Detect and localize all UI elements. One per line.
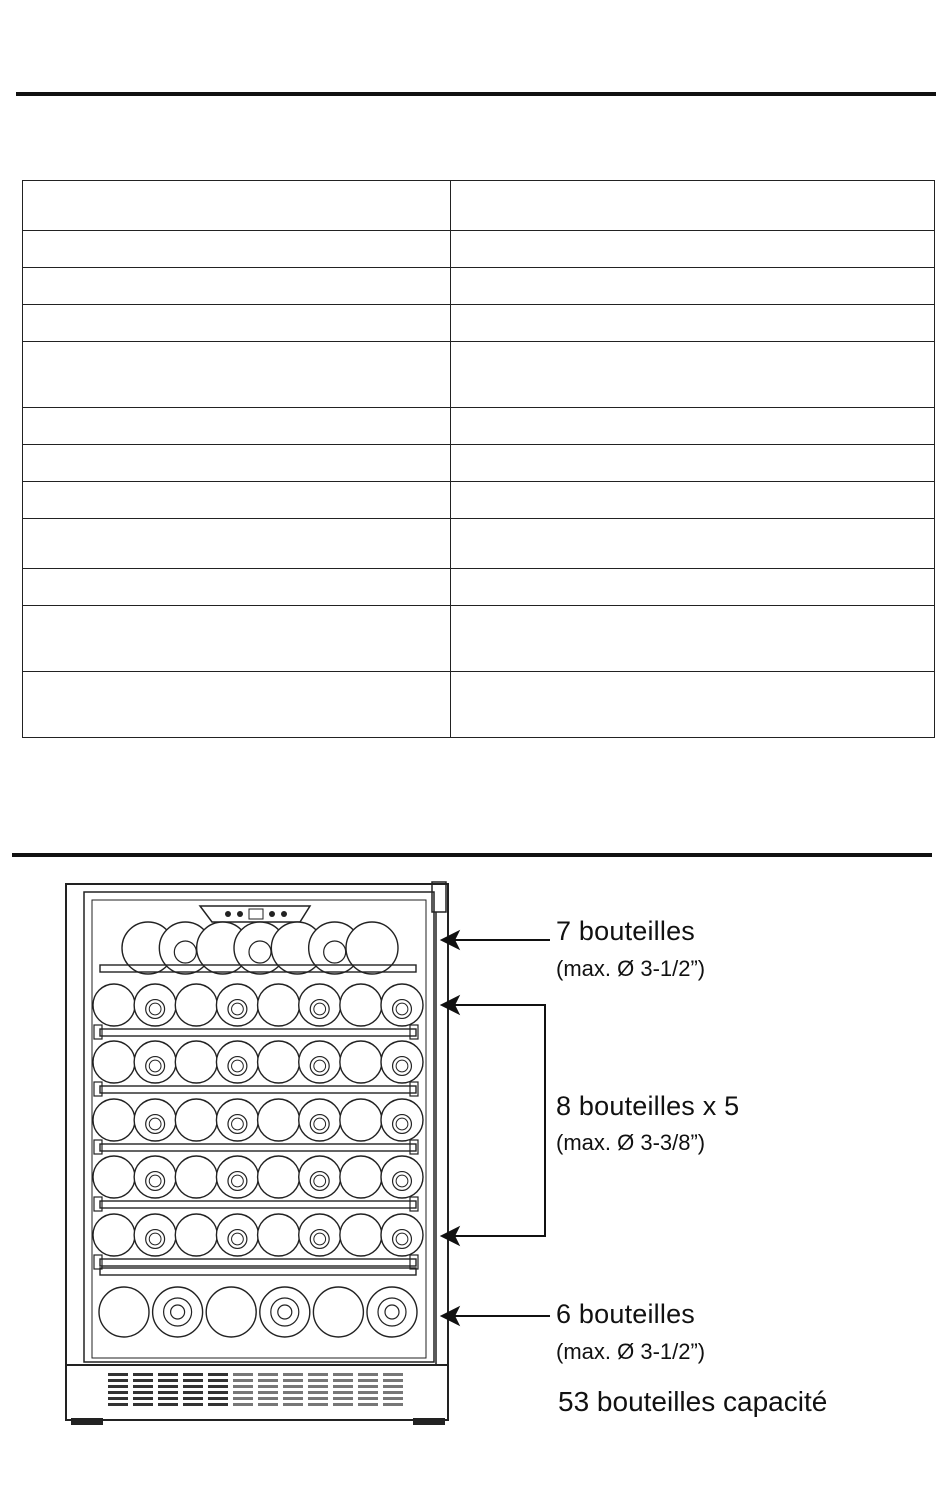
middle-shelf-rail-handle	[410, 1140, 418, 1154]
vent-slot	[183, 1403, 203, 1406]
vent-slot	[183, 1373, 203, 1376]
bottom-shelf-bottle	[206, 1287, 256, 1337]
vent-slot	[133, 1373, 153, 1376]
vent-slot	[183, 1391, 203, 1394]
bottom-shelf-bottle	[367, 1287, 417, 1337]
middle-shelf-rail-handle	[94, 1255, 102, 1269]
middle-shelf-bottle	[134, 1214, 176, 1256]
vent-slot	[233, 1373, 253, 1376]
middle-shelf-bottle	[299, 1041, 341, 1083]
control-button	[225, 911, 231, 917]
vent-slot	[208, 1373, 228, 1376]
middle-shelf-bottle	[340, 984, 382, 1026]
vent-slot	[258, 1391, 278, 1394]
middle-shelf-rail-handle	[410, 1082, 418, 1096]
middle-shelf-bottle	[299, 1214, 341, 1256]
vent-slot	[358, 1385, 378, 1388]
bottom-shelf-bottle	[313, 1287, 363, 1337]
middle-shelf-bottle	[134, 984, 176, 1026]
vent-slot	[358, 1403, 378, 1406]
vent-slot	[383, 1373, 403, 1376]
vent-slot	[133, 1391, 153, 1394]
vent-slot	[183, 1397, 203, 1400]
vent-slot	[208, 1397, 228, 1400]
middle-shelf-rail-handle	[410, 1255, 418, 1269]
vent-slot	[308, 1403, 328, 1406]
middle-shelves-note: (max. Ø 3-3/8”)	[556, 1130, 706, 1155]
middle-shelf-bottle	[175, 1041, 217, 1083]
middle-shelf-bottle	[258, 984, 300, 1026]
vent-slot	[333, 1403, 353, 1406]
middle-shelf-bottle	[258, 1214, 300, 1256]
middle-shelf-bottle	[340, 1099, 382, 1141]
callout-arrows	[442, 932, 550, 1324]
top-shelf-note: (max. Ø 3-1/2”)	[556, 956, 706, 981]
vent-slot	[158, 1403, 178, 1406]
middle-shelf-bottle	[216, 984, 258, 1026]
temperature-display	[249, 909, 263, 919]
total-capacity-label: 53 bouteilles capacité	[558, 1386, 828, 1417]
vent-slot	[383, 1379, 403, 1382]
middle-shelf-bottle	[93, 1041, 135, 1083]
vent-slot	[108, 1385, 128, 1388]
control-panel-housing	[200, 906, 310, 922]
middle-shelf-bottle	[175, 1214, 217, 1256]
vent-slot	[308, 1373, 328, 1376]
vent-slot	[208, 1385, 228, 1388]
vent-slot	[333, 1379, 353, 1382]
vent-slot	[208, 1403, 228, 1406]
vent-slot	[333, 1391, 353, 1394]
vent-slot	[258, 1403, 278, 1406]
middle-shelf-bottle	[299, 1099, 341, 1141]
vent-slots	[108, 1373, 403, 1406]
shelves	[93, 922, 423, 1337]
middle-shelf-rail-handle	[94, 1140, 102, 1154]
middle-shelf-rail-handle	[94, 1025, 102, 1039]
middle-shelf-bottle	[216, 1041, 258, 1083]
vent-slot	[283, 1403, 303, 1406]
vent-slot	[183, 1379, 203, 1382]
middle-shelf-bottle	[93, 1099, 135, 1141]
vent-slot	[108, 1391, 128, 1394]
vent-slot	[383, 1391, 403, 1394]
middle-shelf-rail-handle	[94, 1197, 102, 1211]
middle-shelf-bottle	[134, 1156, 176, 1198]
vent-slot	[158, 1385, 178, 1388]
middle-shelf-bottle	[381, 1099, 423, 1141]
vent-slot	[283, 1379, 303, 1382]
vent-slot	[208, 1391, 228, 1394]
middle-shelves-label: 8 bouteilles x 5	[556, 1091, 740, 1121]
vent-slot	[358, 1391, 378, 1394]
vent-slot	[133, 1385, 153, 1388]
vent-slot	[183, 1385, 203, 1388]
vent-slot	[333, 1397, 353, 1400]
bottom-shelf-rail	[100, 1268, 416, 1275]
middle-shelf-bottle	[258, 1041, 300, 1083]
vent-slot	[308, 1379, 328, 1382]
vent-slot	[108, 1379, 128, 1382]
bottom-shelf-bottle	[153, 1287, 203, 1337]
control-button	[281, 911, 287, 917]
vent-slot	[258, 1373, 278, 1376]
vent-slot	[158, 1379, 178, 1382]
vent-slot	[308, 1391, 328, 1394]
middle-shelf-bottle	[381, 984, 423, 1026]
middle-shelf-bottle	[340, 1156, 382, 1198]
top-shelf-label: 7 bouteilles	[556, 916, 695, 946]
middle-shelf-rail-handle	[94, 1082, 102, 1096]
middle-shelf-rail	[100, 1029, 416, 1036]
middle-shelf-bottle	[216, 1156, 258, 1198]
middle-shelf-rail-handle	[410, 1197, 418, 1211]
vent-slot	[383, 1385, 403, 1388]
middle-shelf-bottle	[93, 1214, 135, 1256]
middle-shelf-bottle	[93, 984, 135, 1026]
middle-shelf-bottle	[381, 1214, 423, 1256]
vent-slot	[308, 1397, 328, 1400]
bottom-shelf-note: (max. Ø 3-1/2”)	[556, 1339, 706, 1364]
vent-slot	[208, 1379, 228, 1382]
vent-slot	[233, 1397, 253, 1400]
middle-shelf-bottle	[216, 1214, 258, 1256]
vent-slot	[283, 1391, 303, 1394]
vent-slot	[283, 1373, 303, 1376]
middle-shelf-bottle	[299, 1156, 341, 1198]
middle-shelf-rail	[100, 1201, 416, 1208]
vent-slot	[358, 1373, 378, 1376]
middle-shelf-bottle	[258, 1099, 300, 1141]
middle-shelf-bottle	[258, 1156, 300, 1198]
vent-slot	[383, 1403, 403, 1406]
vent-slot	[108, 1403, 128, 1406]
vent-slot	[233, 1391, 253, 1394]
vent-slot	[308, 1385, 328, 1388]
bracket-middle-shelves	[448, 1005, 545, 1236]
control-button	[269, 911, 275, 917]
vent-slot	[233, 1379, 253, 1382]
control-button	[237, 911, 243, 917]
middle-shelf-bottle	[381, 1156, 423, 1198]
foot-right	[414, 1419, 444, 1424]
vent-slot	[258, 1385, 278, 1388]
vent-slot	[258, 1379, 278, 1382]
vent-slot	[233, 1403, 253, 1406]
vent-slot	[133, 1397, 153, 1400]
middle-shelf-bottle	[340, 1214, 382, 1256]
middle-shelf-bottle	[175, 1156, 217, 1198]
foot-left	[72, 1419, 102, 1424]
vent-slot	[358, 1397, 378, 1400]
middle-shelf-bottle	[134, 1099, 176, 1141]
middle-shelf-bottle	[216, 1099, 258, 1141]
middle-shelf-rail	[100, 1086, 416, 1093]
middle-shelf-bottle	[381, 1041, 423, 1083]
vent-slot	[158, 1391, 178, 1394]
bottom-shelf-label: 6 bouteilles	[556, 1299, 695, 1329]
middle-shelf-bottle	[175, 984, 217, 1026]
vent-slot	[158, 1373, 178, 1376]
vent-slot	[358, 1379, 378, 1382]
bottom-shelf-bottle	[260, 1287, 310, 1337]
middle-shelf-bottle	[134, 1041, 176, 1083]
middle-shelf-bottle	[340, 1041, 382, 1083]
middle-shelf-bottle	[175, 1099, 217, 1141]
middle-shelf-rail	[100, 1144, 416, 1151]
vent-slot	[333, 1373, 353, 1376]
vent-slot	[108, 1397, 128, 1400]
control-panel	[200, 906, 310, 922]
middle-shelf-bottle	[299, 984, 341, 1026]
vent-slot	[158, 1397, 178, 1400]
middle-shelf-bottle	[93, 1156, 135, 1198]
vent-slot	[233, 1385, 253, 1388]
vent-slot	[108, 1373, 128, 1376]
vent-slot	[258, 1397, 278, 1400]
vent-slot	[133, 1403, 153, 1406]
vent-slot	[283, 1385, 303, 1388]
vent-slot	[133, 1379, 153, 1382]
vent-slot	[383, 1397, 403, 1400]
bottom-shelf-bottle	[99, 1287, 149, 1337]
middle-shelf-rail-handle	[410, 1025, 418, 1039]
top-shelf-bottle	[346, 922, 398, 974]
vent-slot	[333, 1385, 353, 1388]
vent-slot	[283, 1397, 303, 1400]
middle-shelf-rail	[100, 1259, 416, 1266]
